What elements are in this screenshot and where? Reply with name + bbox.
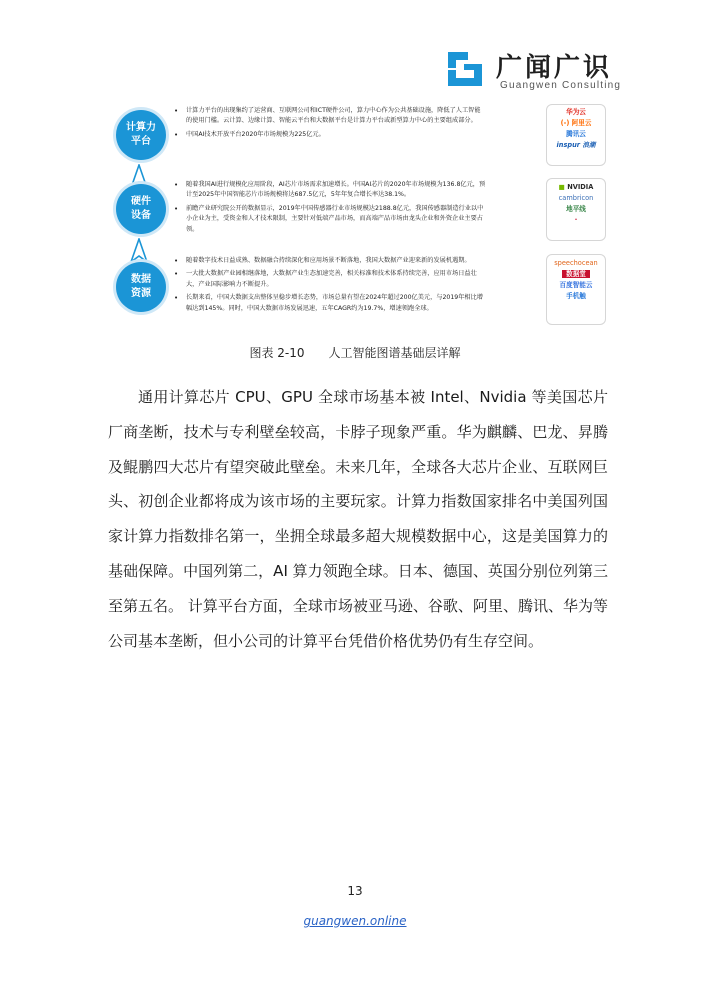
tencent-cloud-logo: 腾讯云 — [566, 130, 586, 138]
company-logos-box — [546, 178, 606, 241]
logo-chinese-name: 广闻广识 — [496, 53, 613, 83]
circle-label: 数据 资源 — [131, 274, 151, 299]
page-number: 13 — [347, 884, 363, 898]
label-circle — [116, 110, 166, 160]
figure-row-hardware — [108, 176, 608, 238]
huawei-cloud-logo: 华为云 — [566, 108, 586, 116]
label-circle — [116, 262, 166, 312]
bullet-list — [174, 106, 486, 143]
inspur-logo: inspur 浪潮 — [556, 141, 596, 149]
circle-label: 计算力 平台 — [126, 122, 156, 147]
figure-row-data-resources — [108, 252, 608, 324]
datatang-logo: 数据堂 — [547, 269, 605, 280]
company-logos-box — [546, 254, 606, 325]
label-circle — [116, 184, 166, 234]
bullet-item: • 一大批大数据产业园相继落地，大数据产业生态加速完善，相关标准和技术体系持续完善，应用市场日益壮大，产业国际影响力不断提升。 — [174, 269, 486, 290]
bullet-item: • 前瞻产业研究院公开的数据显示，2019年中国传感器行业市场规模达2188.8亿元，我国传感器制造行业以中小企业为主，受资金和人才技术限制，主要针对低端产品市场，而高端产品市场由龙头企业和外资企业主要占领。 — [174, 204, 486, 235]
logo-english-name: Guangwen Consulting — [500, 80, 622, 91]
website-link[interactable]: guangwen.online — [303, 914, 407, 928]
bullet-list — [174, 256, 486, 317]
bullet-item: • 长期来看，中国大数据支出整体呈稳步增长态势，市场总量有望在2024年超过200亿美元，与2019年相比增幅达到145%。同时，中国大数据市场发展迅速，五年CAGR约为19.7%，增速领跑全球。 — [174, 293, 486, 314]
cambricon-logo: cambricon — [558, 194, 594, 202]
guangwen-logo-icon — [444, 48, 486, 88]
horizon-robotics-logo: 地平线 — [566, 205, 586, 213]
circle-label: 硬件 设备 — [131, 196, 151, 221]
bullet-item: • 计算力平台的出现集约了运营商、互联网公司和ICT硬件公司，算力中心作为公共基础设施，降低了人工智能的使用门槛。云计算、边缘计算、智能云平台和大数据平台是计算力平台或新型算力中心的主要组成部分。 — [174, 106, 486, 127]
speechocean-logo: speechocean — [554, 259, 598, 267]
body-paragraph: 通用计算芯片 CPU、GPU 全球市场基本被 Intel、Nvidia 等美国芯片厂商垄断，技术与专利壁垒较高，卡脖子现象严重。华为麒麟、巴龙、昇腾及鲲鹏四大芯片有望突破此壁垒。未来几年，全球各大芯片企业、互联网巨头、初创企业都将成为该市场的主要玩家。计算力指数国家排名中美国列国家计算力指数排名第一，坐拥全球最多超大规模数据中心，这是美国算力的基础保障。中国列第二，AI 算力领跑全球。日本、德国、英国分别位列第三至第五名。 计算平台方面，全球市场被亚马逊、谷歌、阿里、腾讯、华为等公司基本垄断，但小公司的计算平台凭借价格优势仍有生存空间。 — [108, 388, 608, 650]
sensor-company-logo: · — [574, 216, 578, 224]
company-logo — [444, 46, 622, 94]
bullet-list — [174, 180, 486, 238]
baidu-cloud-logo: 百度智能云 — [559, 281, 593, 289]
data-company-logo: 手机触 — [566, 292, 586, 300]
figure-caption: 图表 2-10 人工智能图谱基础层详解 — [249, 346, 461, 360]
figure-row-computing-platform — [108, 104, 608, 164]
aliyun-logo: (-) 阿里云 — [560, 119, 592, 127]
bullet-item: • 随着我国AI进行规模化应用阶段，AI芯片市场需求加速增长。中国AI芯片的2020年市场规模为136.8亿元，预计至2025年中国智能芯片市场规模将达687.5亿元，5年年复合增长率达38.1%。 — [174, 180, 486, 201]
company-logos-box — [546, 104, 606, 166]
bullet-item: • 随着数字技术日益成熟、数据融合持续深化和应用场景不断落地，我国大数据产业迎来新的发展机遇期。 — [174, 256, 486, 266]
bullet-item: • 中国AI技术开放平台2020年市场规模为225亿元。 — [174, 130, 486, 140]
nvidia-logo: ■ NVIDIA — [558, 183, 594, 191]
